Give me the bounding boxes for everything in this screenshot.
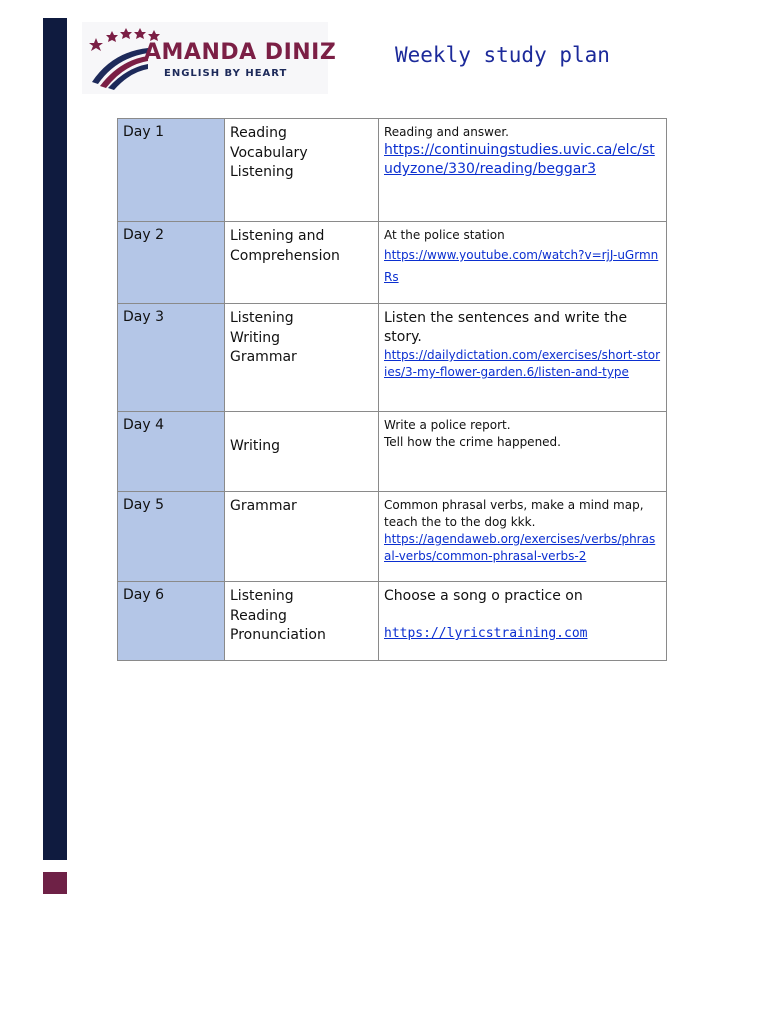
activity-cell [379,119,667,222]
table-row [118,582,667,661]
activity-text: Listen the sentences and write the story. [384,310,628,345]
skill-label: Comprehension [230,247,340,264]
activity-link[interactable]: https://agendaweb.org/exercises/verbs/phrasal-verbs/common-phrasal-verbs-2 [384,532,656,563]
skill-label: Writing [230,329,280,346]
activity-text: Choose a song o practice on [384,588,583,604]
activity-cell [379,412,667,492]
activity-text: Common phrasal verbs, make a mind map, teach the to the dog kkk. [384,498,644,529]
table-row [118,412,667,492]
skills-cell [225,304,379,412]
skill-label: Listening [230,164,294,180]
skill-label: Listening and [230,228,325,244]
day-cell: Day 4 [118,412,225,492]
activity-link[interactable]: https://dailydictation.com/exercises/short-stories/3-my-flower-garden.6/listen-and-type [384,348,661,379]
table-row [118,492,667,582]
brand-logo [82,22,337,94]
page-title: Weekly study plan [395,43,610,67]
activity-link[interactable]: https://continuingstudies.uvic.ca/elc/studyzone/330/reading/beggar3 [384,142,655,177]
study-plan-table [117,118,667,661]
table-row [118,119,667,222]
activity-text: At the police station [384,228,505,242]
activity-cell [379,582,667,661]
activity-cell [379,304,667,412]
skill-label: Listening [230,588,294,604]
skills-cell [225,222,379,304]
skill-label: Reading [230,607,287,624]
day-cell: Day 2 [118,222,225,304]
side-accent-bar [43,18,67,860]
skills-cell [225,412,379,492]
brand-name: AMANDA DINIZ [144,40,337,65]
day-cell: Day 5 [118,492,225,582]
skills-cell [225,582,379,661]
skill-label: Vocabulary [230,144,308,161]
skill-label [230,417,373,437]
activity-text: Write a police report. [384,418,511,432]
side-accent-square [43,872,67,894]
day-cell: Day 3 [118,304,225,412]
activity-link[interactable]: https://www.youtube.com/watch?v=rjJ-uGrmnRs [384,248,659,284]
skill-label: Reading [230,125,287,141]
activity-link[interactable]: https://lyricstraining.com [384,626,588,641]
skills-cell [225,492,379,582]
activity-cell [379,222,667,304]
skill-label: Grammar [230,349,297,365]
skills-cell [225,119,379,222]
day-cell: Day 6 [118,582,225,661]
day-cell: Day 1 [118,119,225,222]
activity-cell [379,492,667,582]
brand-tagline: ENGLISH BY HEART [164,68,288,79]
activity-text-2: Tell how the crime happened. [384,435,561,449]
skill-label: Writing [230,437,280,454]
table-row [118,304,667,412]
skill-label: Listening [230,310,294,326]
activity-text: Reading and answer. [384,125,509,139]
skill-label: Grammar [230,498,297,514]
table-row [118,222,667,304]
skill-label: Pronunciation [230,627,326,643]
